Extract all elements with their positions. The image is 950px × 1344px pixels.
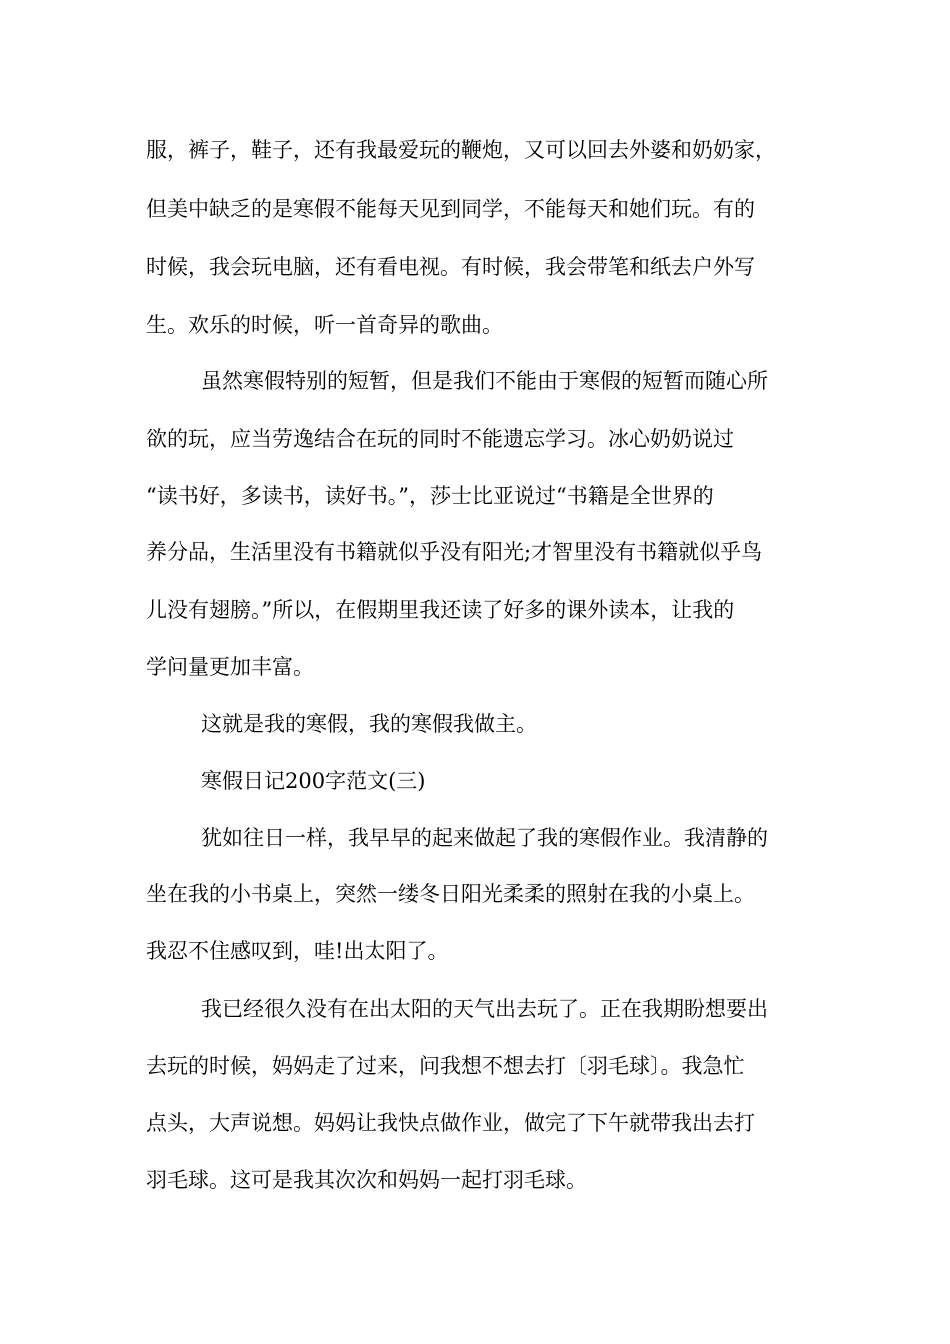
paragraph-first-line: 这就是我的寒假，我的寒假我做主。 (201, 712, 537, 736)
text-line: “读书好，多读书，读好书。”，莎士比亚说过“书籍是全世界的 (146, 484, 714, 508)
text-line: 养分品，生活里没有书籍就似乎没有阳光;才智里没有书籍就似乎鸟 (146, 540, 763, 564)
text-line: 时候，我会玩电脑，还有看电视。有时候，我会带笔和纸去户外写 (146, 255, 755, 279)
text-line: 羽毛球。这可是我其次次和妈妈一起打羽毛球。 (146, 1168, 587, 1192)
text-line: 我忍不住感叹到，哇!出太阳了。 (146, 939, 449, 963)
text-line: 但美中缺乏的是寒假不能每天见到同学，不能每天和她们玩。有的 (146, 197, 755, 221)
text-line: 去玩的时候，妈妈走了过来，问我想不想去打〔羽毛球〕。我急忙 (146, 1054, 745, 1078)
text-line: 坐在我的小书桌上，突然一缕冬日阳光柔柔的照射在我的小桌上。 (146, 882, 755, 906)
text-line: 儿没有翅膀。”所以，在假期里我还读了好多的课外读本，让我的 (146, 598, 735, 622)
paragraph-first-line: 我已经很久没有在出太阳的天气出去玩了。正在我期盼想要出 (201, 997, 768, 1021)
section-heading: 寒假日记200字范文(三) (201, 769, 426, 793)
text-line: 服，裤子，鞋子，还有我最爱玩的鞭炮，又可以回去外婆和奶奶家， (146, 138, 776, 162)
text-line: 欲的玩，应当劳逸结合在玩的同时不能遗忘学习。冰心奶奶说过 (146, 427, 734, 451)
text-line: 生。欢乐的时候，听一首奇异的歌曲。 (146, 313, 503, 337)
paragraph-first-line: 虽然寒假特别的短暂，但是我们不能由于寒假的短暂而随心所 (201, 369, 768, 393)
text-line: 学问量更加丰富。 (146, 655, 314, 679)
text-line: 点头，大声说想。妈妈让我快点做作业，做完了下午就带我出去打 (146, 1111, 755, 1135)
paragraph-first-line: 犹如往日一样，我早早的起来做起了我的寒假作业。我清静的 (201, 826, 768, 850)
